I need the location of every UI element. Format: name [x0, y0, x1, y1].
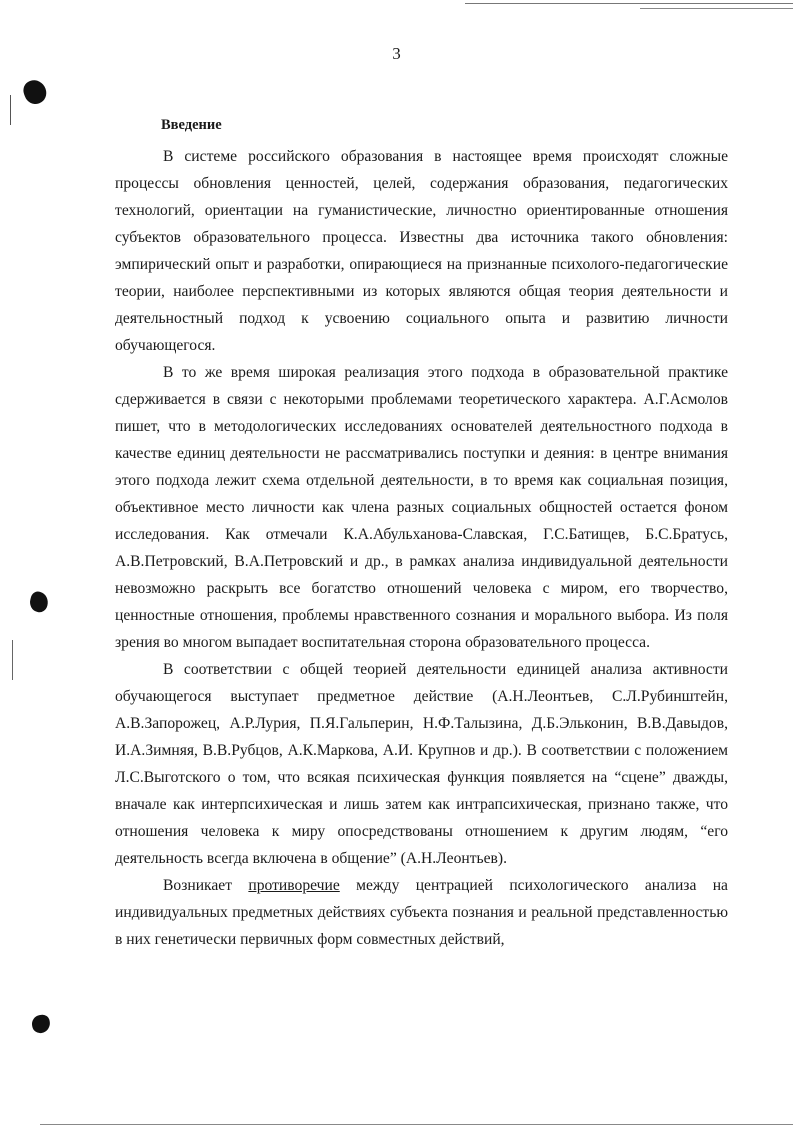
scan-bottom-rule: [40, 1124, 793, 1125]
paragraph-4-rest: между центрацией психологического анализа на индивидуальных предметных действиях субъекта познания и реальной представленностью в них генетически первичных форм совместных действий,: [115, 877, 728, 948]
paragraph-2: В то же время широкая реализация этого подхода в образовательной практике сдерживается в связи с некоторыми проблемами теоретического характера. А.Г.Асмолов пишет, что в методологических исследованиях основателей деятельностного подхода в качестве единиц деятельности не рассматривались поступки и деяния: в центре внимания этого подхода лежит схема отдельной деятельности, в то время как социальная позиция, объективное место личности как члена разных социальных общностей остается фоном исследования. Как отмечали К.А.Абульханова-Славская, Г.С.Батищев, Б.С.Братусь, А.В.Петровский, В.А.Петровский и др., в рамках анализа индивидуальной деятельности невозможно раскрыть все богатство отношений человека с миром, его творчество, ценностные отношения, проблемы нравственного сознания и морального выбора. Из поля зрения во многом выпадает воспитательная сторона образовательного процесса.: [115, 364, 728, 651]
underlined-term: противоречие: [248, 877, 340, 894]
paragraph-1: В системе российского образования в настоящее время происходят сложные процессы обновления ценностей, целей, содержания образования, педагогических технологий, ориентации на гуманистические, личностно ориентированные отношения субъектов образовательного процесса. Известны два источника такого обновления: эмпирический опыт и разработки, опирающиеся на признанные психолого-педагогические теории, наиболее перспективными из которых являются общая теория деятельности и деятельностный подход к усвоению социального опыта и развитию личности обучающегося.: [115, 148, 728, 354]
scan-top-rule-secondary: [640, 8, 793, 9]
paragraph-4: [115, 872, 728, 953]
scan-top-rule: [465, 3, 793, 4]
scan-left-edge-mark: [10, 95, 11, 125]
punch-hole-mark-bottom: [31, 1014, 52, 1035]
punch-hole-mark-top: [21, 77, 50, 107]
page-number: 3: [392, 44, 401, 63]
paragraph-4-start: Возникает: [163, 877, 233, 894]
paragraph-3: В соответствии с общей теорией деятельности единицей анализа активности обучающегося выступает предметное действие (А.Н.Леонтьев, С.Л.Рубинштейн, А.В.Запорожец, А.Р.Лурия, П.Я.Гальперин, Н.Ф.Талызина, Д.Б.Эльконин, В.В.Давыдов, И.А.Зимняя, В.В.Рубцов, А.К.Маркова, А.И. Крупнов и др.). В соответствии с положением Л.С.Выготского о том, что всякая психическая функция появляется на “сцене” дважды, вначале как интерпсихическая и лишь затем как интрапсихическая, признано также, что отношения человека к миру опосредствованы отношением к другим людям, “его деятельность всегда включена в общение” (А.Н.Леонтьев).: [115, 661, 728, 867]
section-heading: Введение: [161, 117, 222, 133]
scan-left-edge-mark-lower: [12, 640, 13, 680]
document-body: [115, 143, 728, 953]
punch-hole-mark-middle: [28, 590, 51, 614]
